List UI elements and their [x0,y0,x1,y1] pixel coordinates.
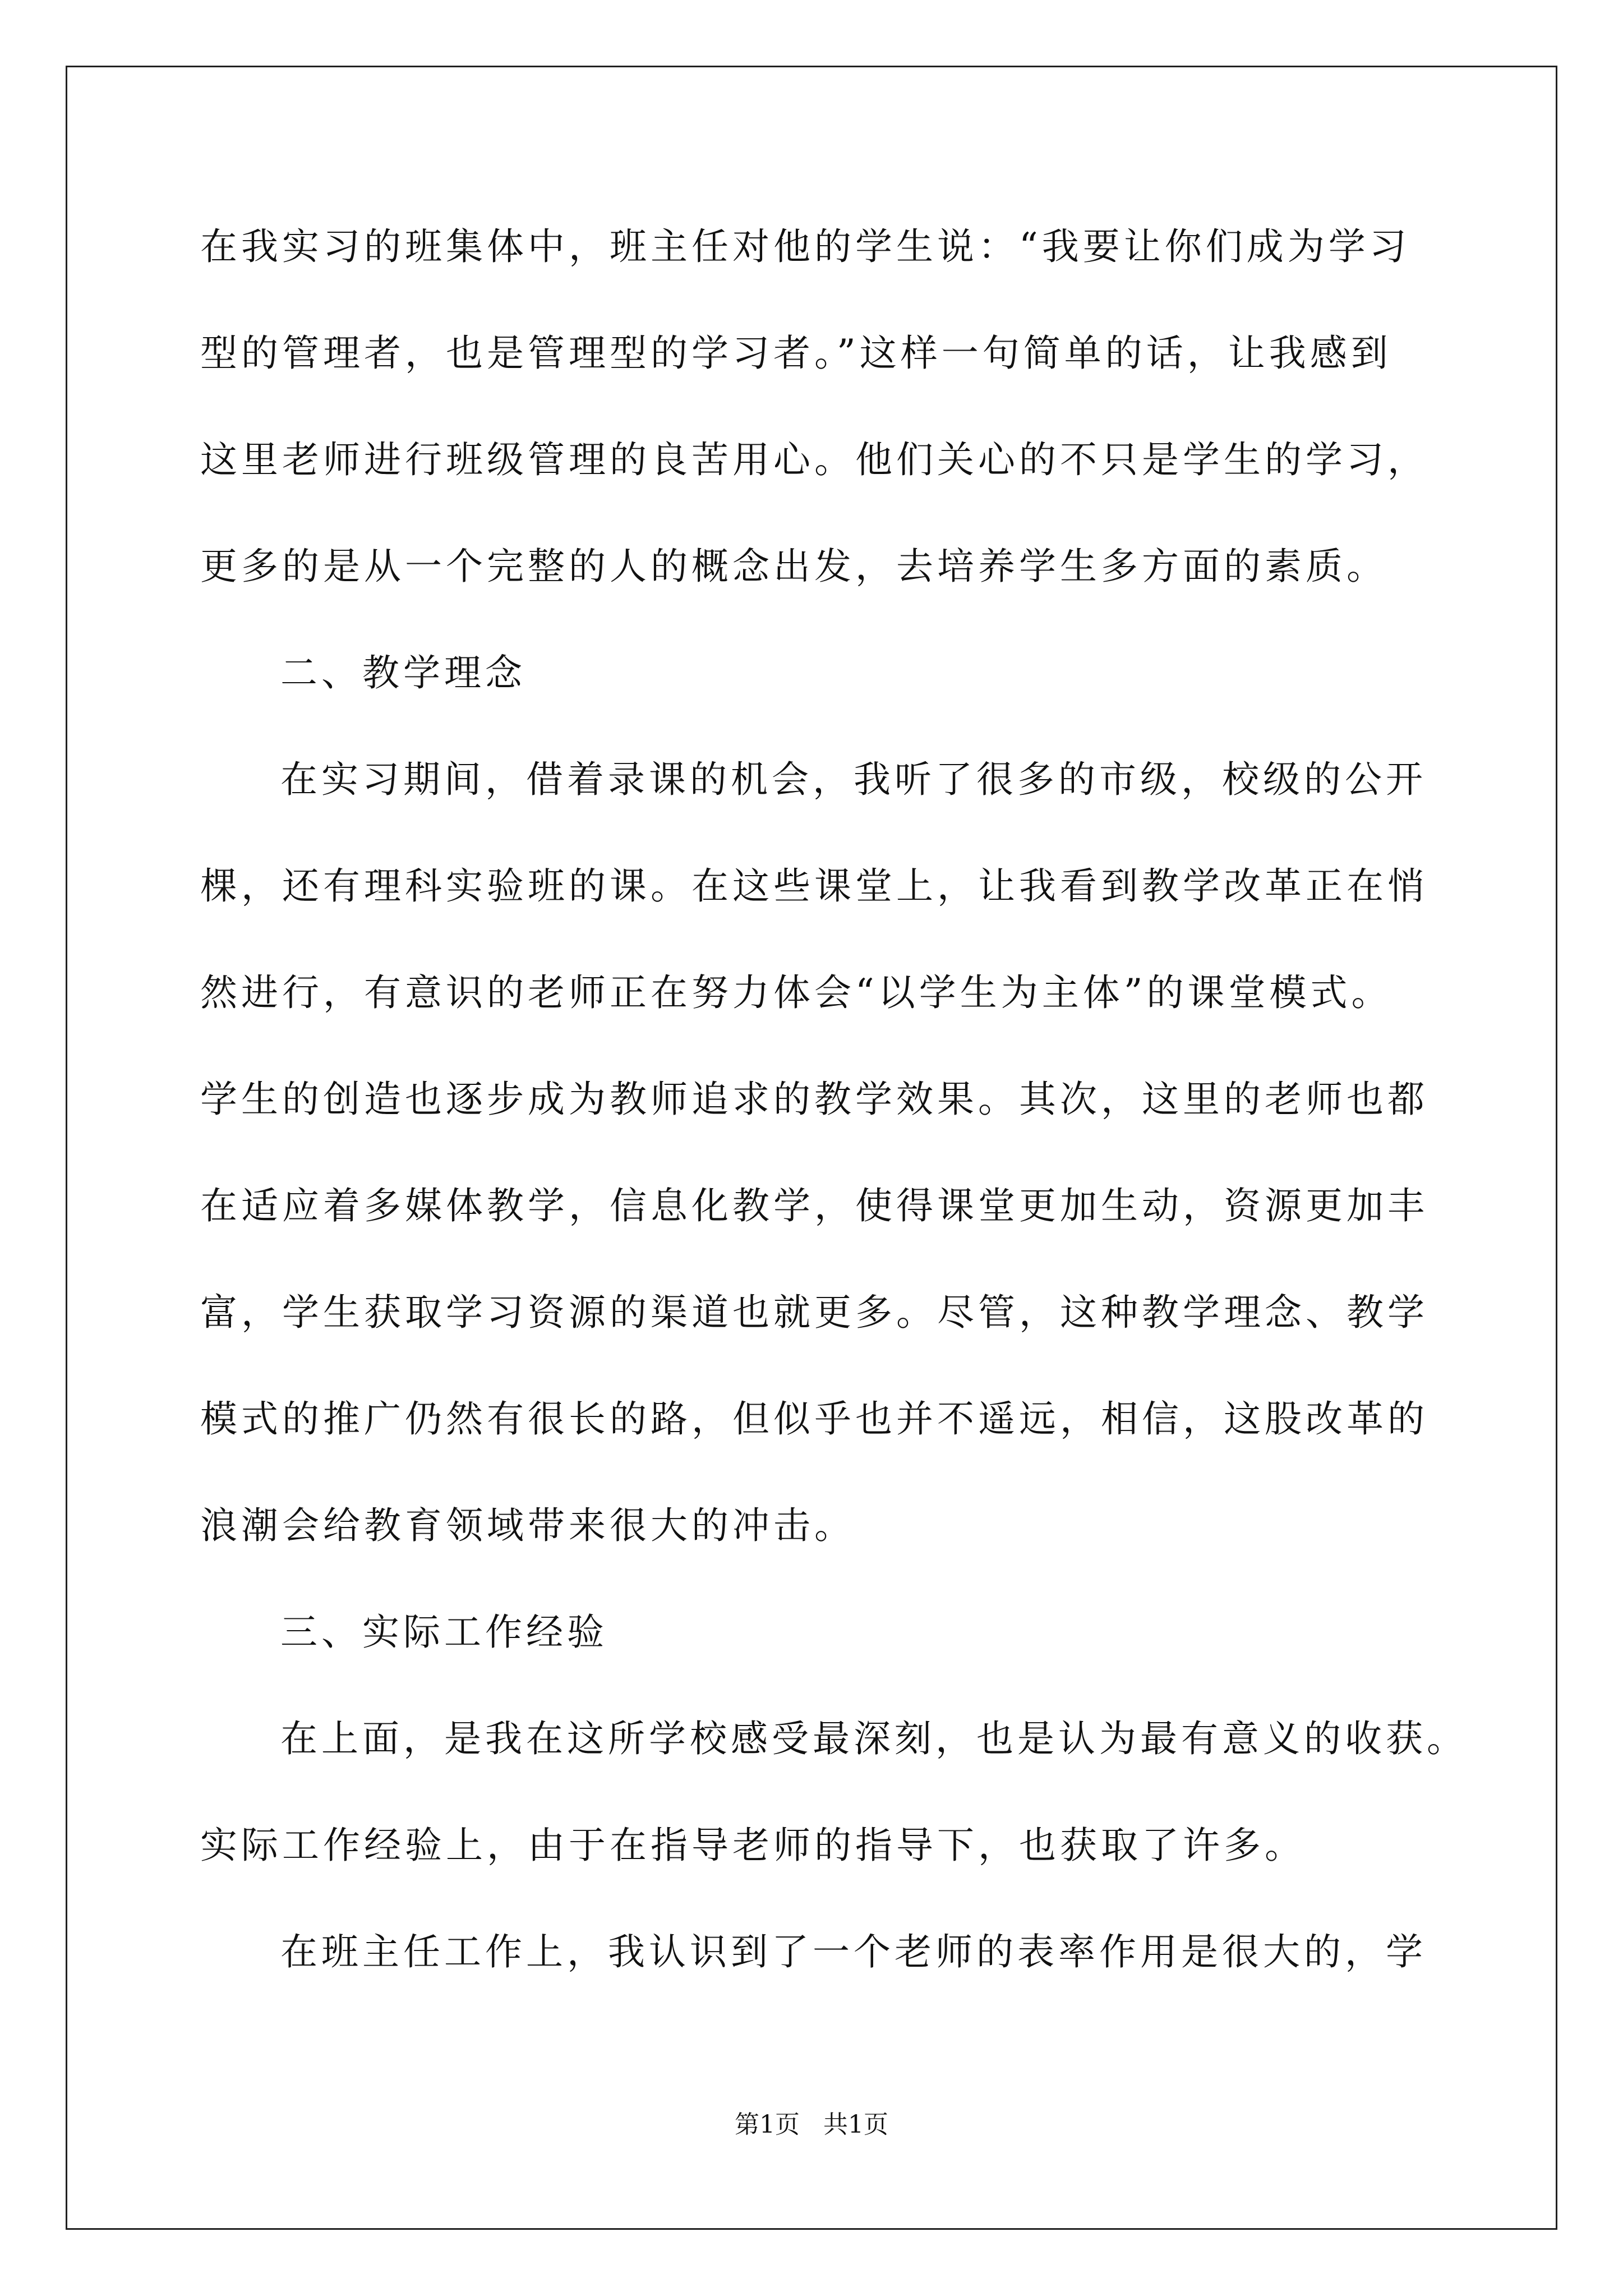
body-line-4: 更多的是从一个完整的人的概念出发，去培养学生多方面的素质。 [200,545,1387,588]
body-line-13: 浪潮会给教育领域带来很大的冲击。 [200,1504,855,1547]
body-line-10: 在适应着多媒体教学，信息化教学，使得课堂更加生动，资源更加丰 [200,1184,1428,1227]
body-line-17: 在班主任工作上，我认识到了一个老师的表率作用是很大的，学 [280,1930,1427,1973]
body-line-9: 学生的创造也逐步成为教师追求的教学效果。其次，这里的老师也都 [200,1078,1428,1121]
body-line-7: 棵，还有理科实验班的课。在这些课堂上，让我看到教学改革正在悄 [200,864,1428,908]
body-line-1: 在我实习的班集体中，班主任对他的学生说：“我要让你们成为学习 [200,225,1410,268]
page-border [66,66,1557,2230]
body-line-12: 模式的推广仍然有很长的路，但似乎也并不遥远，相信，这股改革的 [200,1397,1428,1441]
body-line-6: 在实习期间，借着录课的机会，我听了很多的市级，校级的公开 [280,758,1427,801]
page-number-footer: 第1页 共1页 [735,2110,888,2139]
body-line-2: 型的管理者，也是管理型的学习者。”这样一句简单的话，让我感到 [200,332,1392,375]
body-line-11: 富，学生获取学习资源的渠道也就更多。尽管，这种教学理念、教学 [200,1291,1428,1334]
body-line-3: 这里老师进行班级管理的良苦用心。他们关心的不只是学生的学习， [200,438,1428,481]
body-line-15: 在上面，是我在这所学校感受最深刻，也是认为最有意义的收获。 [280,1717,1468,1760]
body-line-16: 实际工作经验上，由于在指导老师的指导下，也获取了许多。 [200,1824,1306,1867]
section-heading-work-experience: 三、实际工作经验 [280,1611,608,1654]
section-heading-teaching-philosophy: 二、教学理念 [280,651,526,694]
body-line-8: 然进行，有意识的老师正在努力体会“以学生为主体”的课堂模式。 [200,971,1393,1014]
